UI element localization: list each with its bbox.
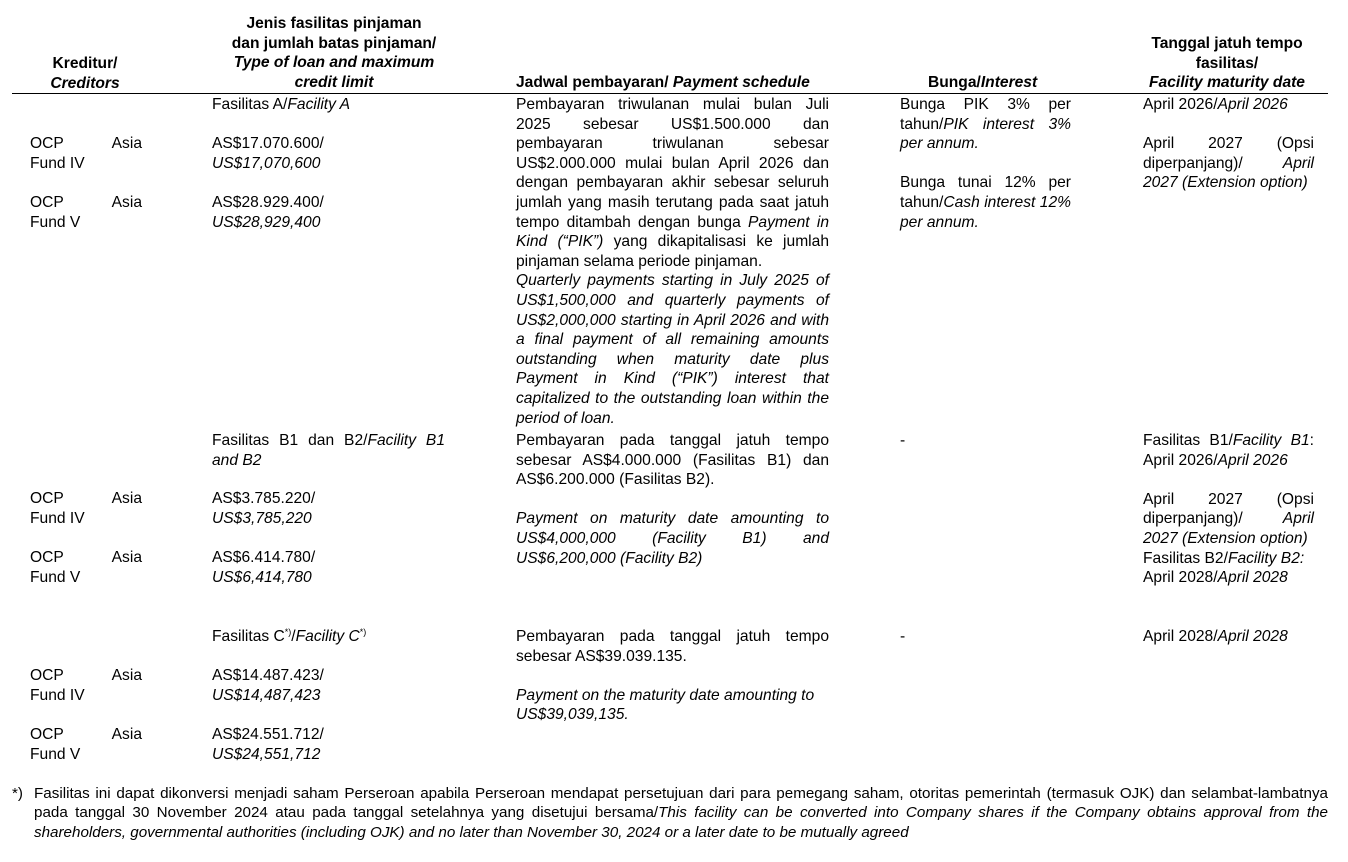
facility-c-interest: - <box>900 628 906 645</box>
facility-c-amount-1: AS$14.487.423/ US$14,487,423 <box>212 667 324 704</box>
facility-b-creditor-1: OCP Asia Fund IV <box>30 490 142 527</box>
facility-a-schedule-en: Quarterly payments starting in July 2025 of US$1,500,000 and quarterly payments of US$2,000,000 starting in April 2026 and with a final payment of all remaining amounts outstanding when maturity date plus Payment in Kind (“PIK”) interest that capitalized to the outstanding loan within the period of loan. <box>516 272 829 427</box>
header-maturity: Tanggal jatuh tempo fasilitas/ Facility maturity date <box>1149 35 1305 92</box>
facility-a-maturity-2: April 2027 (Opsi diperpanjang)/ April 2027 (Extension option) <box>1143 135 1314 192</box>
footnote <box>12 784 1328 842</box>
facility-a-maturity <box>1143 95 1314 193</box>
header-schedule: Jadwal pembayaran/ Payment schedule <box>516 74 810 91</box>
facility-b-maturity <box>1143 431 1314 588</box>
facility-a-creditor-1: OCP Asia Fund IV <box>30 135 142 172</box>
facility-b-maturity-ext: April 2027 (Opsi diperpanjang)/ April 2027 (Extension option) <box>1143 490 1314 547</box>
facility-a-interest <box>900 95 1071 232</box>
facility-a-title: Fasilitas A/Facility A <box>212 96 351 113</box>
facility-a-maturity-1: April 2026/April 2026 <box>1143 96 1288 113</box>
facility-b-creditor-2: OCP Asia Fund V <box>30 549 142 586</box>
header-creditors: Kreditur/ Creditors <box>50 55 120 92</box>
facility-a-schedule <box>516 95 829 428</box>
facility-c-title: Fasilitas C*)/Facility C*) <box>212 627 367 645</box>
facility-a-creditor-2: OCP Asia Fund V <box>30 194 142 231</box>
facility-c-amount-2: AS$24.551.712/ US$24,551,712 <box>212 726 324 763</box>
facility-a-interest-cash: Bunga tunai 12% per tahun/Cash interest 12% per annum. <box>900 174 1071 231</box>
facility-b-amount-1: AS$3.785.220/ US$3,785,220 <box>212 490 316 527</box>
facility-c-maturity: April 2028/April 2028 <box>1143 628 1288 645</box>
facility-b-schedule-en: Payment on maturity date amounting to US$4,000,000 (Facility B1) and US$6,200,000 (Facility B2) <box>516 510 829 567</box>
facility-c-schedule-id: Pembayaran pada tanggal jatuh tempo sebesar AS$39.039.135. <box>516 628 829 665</box>
footnote-mark: *) <box>12 785 23 802</box>
facility-c-creditor-2: OCP Asia Fund V <box>30 726 142 763</box>
header-rule <box>12 93 1328 94</box>
facility-b-schedule-id: Pembayaran pada tanggal jatuh tempo sebesar AS$4.000.000 (Fasilitas B1) dan AS$6.200.000 (Fasilitas B2). <box>516 432 829 489</box>
facility-b-schedule <box>516 431 829 568</box>
header-interest: Bunga/Interest <box>928 74 1038 91</box>
facility-b-maturity-b1: Fasilitas B1/Facility B1: April 2026/April 2026 <box>1143 432 1314 469</box>
header-facility: Jenis fasilitas pinjaman dan jumlah batas pinjaman/ Type of loan and maximum credit limit <box>231 15 437 91</box>
facility-a-interest-pik: Bunga PIK 3% per tahun/PIK interest 3% per annum. <box>900 96 1071 153</box>
facility-b-maturity-b2: Fasilitas B2/Facility B2: April 2028/April 2028 <box>1143 549 1305 587</box>
facility-a-amount-2: AS$28.929.400/ US$28,929,400 <box>212 194 324 231</box>
facility-b-amount-2: AS$6.414.780/ US$6,414,780 <box>212 549 316 586</box>
footnote-text: Fasilitas ini dapat dikonversi menjadi saham Perseroan apabila Perseroan mendapat persetujuan dari para pemegang saham, otoritas pemerintah (termasuk OJK) dan selambat-lambatnya pada tanggal 30 November 2024 atau pada tanggal setelahnya yang disetujui bersama/This facility can be converted into Company shares if the Company obtains approval from the shareholders, governmental authorities (including OJK) and no later than November 30, 2024 or a later date to be mutually agreed <box>34 785 1328 841</box>
facility-a-schedule-id: Pembayaran triwulanan mulai bulan Juli 2025 sebesar US$1.500.000 dan pembayaran triwulanan sebesar US$2.000.000 mulai bulan April 2026 dan dengan pembayaran akhir sebesar seluruh jumlah yang masih terutang pada saat jatuh tempo ditambah dengan bunga Payment in Kind (“PIK”) yang dikapitalisasi ke jumlah pinjaman selama periode pinjaman. <box>516 96 829 270</box>
facility-c-creditor-1: OCP Asia Fund IV <box>30 667 142 704</box>
facility-b-interest: - <box>900 432 906 449</box>
facility-a-amount-1: AS$17.070.600/ US$17,070,600 <box>212 135 324 172</box>
facility-c-schedule-en: Payment on the maturity date amounting to US$39,039,135. <box>516 686 815 724</box>
facility-c-schedule <box>516 627 829 725</box>
facility-b-title: Fasilitas B1 dan B2/Facility B1 and B2 <box>212 432 445 469</box>
